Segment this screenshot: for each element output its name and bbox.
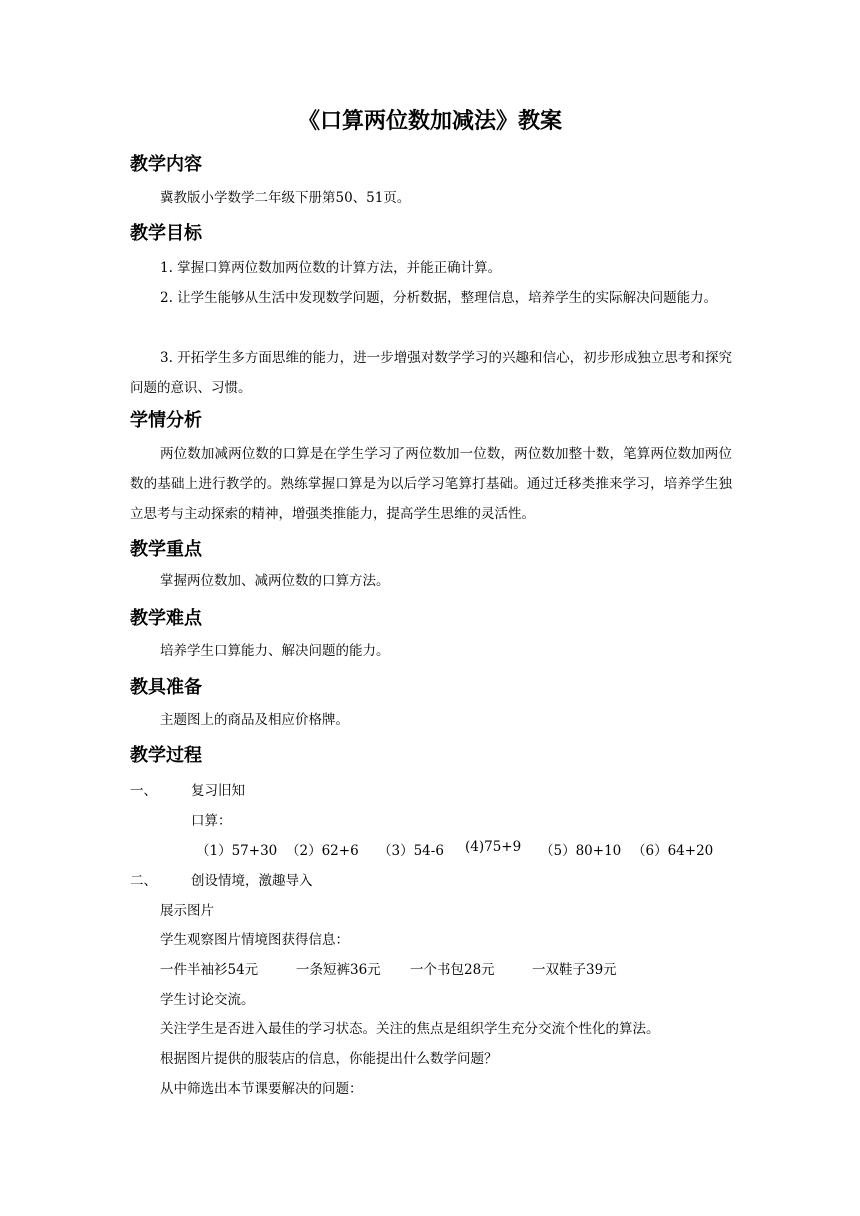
problem-2: （2）62+6	[286, 843, 359, 859]
goal-item-3: 3. 开拓学生多方面思维的能力，进一步增强对数学学习的兴趣和信心，初步形成独立思考和探究问题的意识、习惯。	[130, 350, 732, 396]
step-2-after-2: 关注学生是否进入最佳的学习状态。关注的焦点是组织学生充分交流个性化的算法。	[160, 1021, 660, 1037]
step-2-line-2: 学生观察图片情境图获得信息：	[160, 932, 349, 948]
problem-4: (4)75+9	[465, 839, 522, 855]
goods-item-4: 一双鞋子39元	[532, 962, 617, 978]
heading-difficulty: 教学难点	[130, 608, 202, 629]
heading-process: 教学过程	[130, 745, 202, 766]
heading-goals: 教学目标	[130, 223, 202, 244]
tools-text: 主题图上的商品及相应价格牌。	[160, 712, 349, 728]
step-2-number: 二、	[130, 873, 157, 889]
heading-tools: 教具准备	[130, 677, 202, 698]
step-2-title: 创设情境，激趣导入	[191, 873, 313, 889]
goal-item-2: 2. 让学生能够从生活中发现数学问题，分析数据，整理信息，培养学生的实际解决问题能力。	[160, 290, 718, 306]
goods-item-3: 一个书包28元	[410, 962, 495, 978]
key-text: 掌握两位数加、减两位数的口算方法。	[160, 573, 390, 589]
goal-item-1: 1. 掌握口算两位数加两位数的计算方法，并能正确计算。	[160, 260, 502, 276]
step-1-number: 一、	[130, 783, 157, 799]
analysis-text: 两位数加减两位数的口算是在学生学习了两位数加一位数，两位数加整十数，笔算两位数加两位数的基础上进行教学的。熟练掌握口算是为以后学习笔算打基础。通过迁移类推来学习，培养学生独立思考与主动探索的精神，增强类推能力，提高学生思维的灵活性。	[130, 446, 732, 522]
problem-1: （1）57+30	[196, 843, 278, 859]
goods-item-2: 一条短裤36元	[296, 962, 381, 978]
goods-item-1: 一件半袖衫54元	[160, 962, 259, 978]
heading-key: 教学重点	[130, 539, 202, 560]
heading-content: 教学内容	[130, 154, 202, 175]
step-1-sub: 口算：	[191, 813, 232, 829]
difficulty-text: 培养学生口算能力、解决问题的能力。	[160, 643, 390, 659]
step-2-after-1: 学生讨论交流。	[160, 992, 255, 1008]
step-2-line-1: 展示图片	[160, 903, 214, 919]
step-2-after-3: 根据图片提供的服装店的信息，你能提出什么数学问题？	[160, 1051, 498, 1067]
problem-3: （3）54-6	[378, 843, 444, 859]
problem-5: （5）80+10	[540, 843, 622, 859]
heading-analysis: 学情分析	[130, 410, 202, 431]
page-title: 《口算两位数加减法》教案	[297, 109, 562, 134]
step-2-after-4: 从中筛选出本节课要解决的问题：	[160, 1081, 363, 1097]
content-text: 冀教版小学数学二年级下册第50、51页。	[160, 190, 411, 206]
problem-6: （6）64+20	[632, 843, 714, 859]
step-1-title: 复习旧知	[191, 783, 245, 799]
